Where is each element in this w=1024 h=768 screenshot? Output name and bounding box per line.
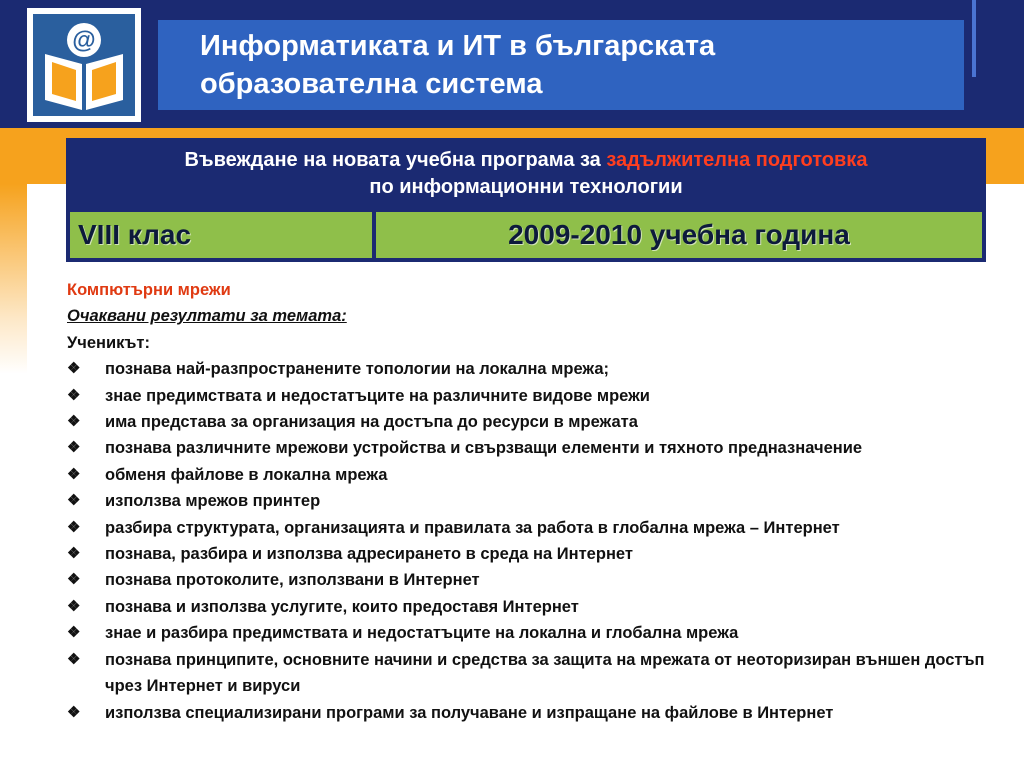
list-item [67, 541, 1007, 567]
bullet-icon: ❖ [67, 386, 81, 404]
panel-heading-highlight: задължителна подготовка [606, 149, 868, 171]
bullet-icon: ❖ [67, 465, 81, 483]
list-item-text: използва специализирани програми за получаване и изпращане на файлове в Интернет [105, 703, 834, 722]
bullet-icon: ❖ [67, 571, 81, 589]
bullet-icon: ❖ [67, 518, 81, 536]
list-item-text: познава различните мрежови устройства и свързващи елементи и тяхното предназначение [105, 439, 863, 458]
panel-heading-prefix: Въвеждане на новата учебна програма за [184, 149, 607, 171]
list-item [67, 356, 1007, 382]
list-item-text: познава принципите, основните начини и средства за защита на мрежата от неоторизиран външен достъп чрез Интернет и вируси [105, 650, 985, 696]
results-list [67, 356, 1007, 726]
bullet-icon: ❖ [67, 492, 81, 510]
list-item-text: познава и използва услугите, които предоставя Интернет [105, 597, 579, 616]
list-item [67, 620, 1007, 646]
program-panel [66, 138, 986, 262]
list-item-text: знае предимствата и недостатъците на различните видове мрежи [105, 386, 650, 405]
list-item [67, 515, 1007, 541]
grade-row [70, 212, 982, 258]
list-item-text: познава, разбира и използва адресирането в среда на Интернет [105, 545, 633, 564]
list-item-text: обменя файлове в локална мрежа [105, 465, 388, 484]
expected-results-label: Очаквани резултати за темата: [67, 307, 347, 326]
bullet-icon: ❖ [67, 545, 81, 563]
content-area [67, 277, 1007, 726]
list-item [67, 383, 1007, 409]
bullet-icon: ❖ [67, 650, 81, 668]
list-item-text: разбира структурата, организацията и правилата за работа в глобална мрежа – Интернет [105, 518, 840, 537]
topic-title: Компютърни мрежи [67, 281, 231, 299]
bullet-icon: ❖ [67, 597, 81, 615]
grade-cell: VIII клас [70, 212, 372, 258]
bullet-icon: ❖ [67, 624, 81, 642]
list-item [67, 462, 1007, 488]
at-symbol: @ [72, 27, 96, 54]
panel-heading [66, 138, 986, 210]
bullet-icon: ❖ [67, 413, 81, 431]
list-item [67, 700, 1007, 726]
list-item-text: знае и разбира предимствата и недостатъците на локална и глобална мрежа [105, 624, 739, 643]
list-item [67, 647, 1007, 700]
list-item [67, 567, 1007, 593]
decorative-bar [972, 0, 976, 77]
list-item-text: използва мрежов принтер [105, 492, 321, 511]
bullet-icon: ❖ [67, 360, 81, 378]
title-line-1: Информатиката и ИТ в българската [200, 30, 716, 62]
bullet-icon: ❖ [67, 703, 81, 721]
intro-label: Ученикът: [67, 333, 150, 352]
orange-side-strip [0, 184, 27, 374]
list-item-text: познава протоколите, използвани в Интернет [105, 571, 480, 590]
list-item [67, 594, 1007, 620]
bullet-icon: ❖ [67, 439, 81, 457]
title-line-2: образователна система [200, 68, 543, 100]
list-item-text: познава най-разпространените топологии на локална мрежа; [105, 360, 609, 379]
page-title [200, 27, 940, 103]
list-item-text: има представа за организация на достъпа до ресурси в мрежата [105, 413, 638, 432]
logo [27, 8, 141, 122]
logo-background [33, 14, 135, 116]
school-year-cell: 2009-2010 учебна година [376, 212, 982, 258]
panel-heading-line-1 [66, 147, 986, 174]
list-item [67, 488, 1007, 514]
list-item [67, 435, 1007, 461]
panel-heading-line-2: по информационни технологии [369, 176, 683, 198]
list-item [67, 409, 1007, 435]
open-book-icon [33, 14, 135, 116]
